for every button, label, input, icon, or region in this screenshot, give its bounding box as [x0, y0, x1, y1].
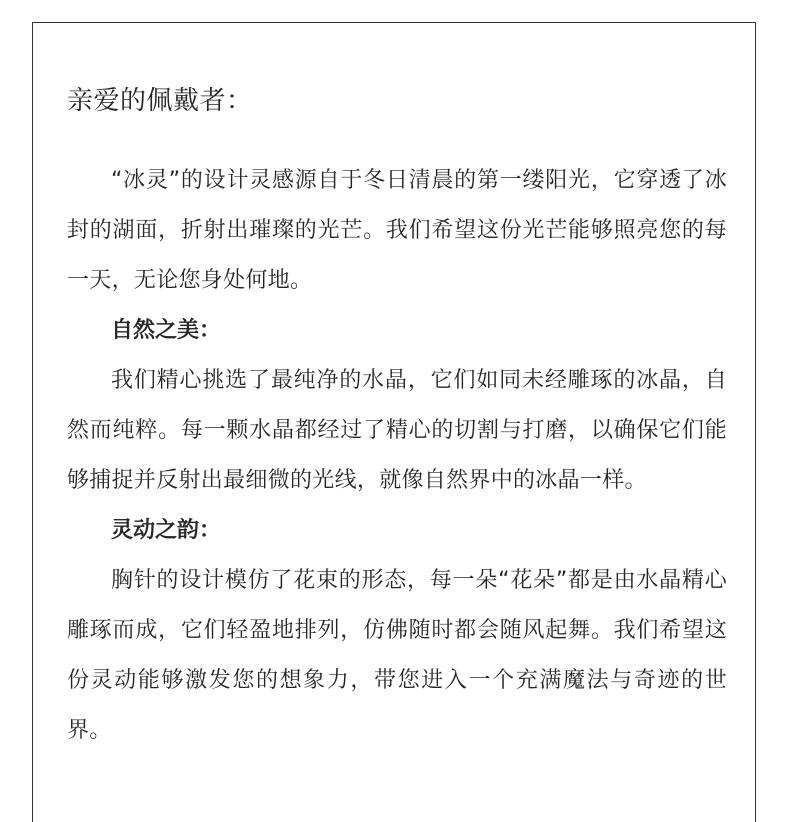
letter-page: [32, 22, 756, 822]
section-paragraph-natural-beauty: 我们精心挑选了最纯净的水晶，它们如同未经雕琢的冰晶，自然而纯粹。每一颗水晶都经过了精心的切割与打磨，以确保它们能够捕捉并反射出最细微的光线，就像自然界中的冰晶一样。: [67, 368, 727, 493]
intro-paragraph: “冰灵”的设计灵感源自于冬日清晨的第一缕阳光，它穿透了冰封的湖面，折射出璀璨的光芒。我们希望这份光芒能够照亮您的每一天，无论您身处何地。: [67, 168, 727, 293]
letter-body: [67, 156, 727, 756]
section-heading-natural-beauty: 自然之美：: [111, 318, 222, 343]
letter-greeting: 亲爱的佩戴者：: [67, 86, 253, 116]
section-heading-agile-charm: 灵动之韵：: [111, 518, 222, 543]
section-paragraph-agile-charm: 胸针的设计模仿了花束的形态，每一朵“花朵”都是由水晶精心雕琢而成，它们轻盈地排列，仿佛随时都会随风起舞。我们希望这份灵动能够激发您的想象力，带您进入一个充满魔法与奇迹的世界。: [67, 568, 727, 743]
